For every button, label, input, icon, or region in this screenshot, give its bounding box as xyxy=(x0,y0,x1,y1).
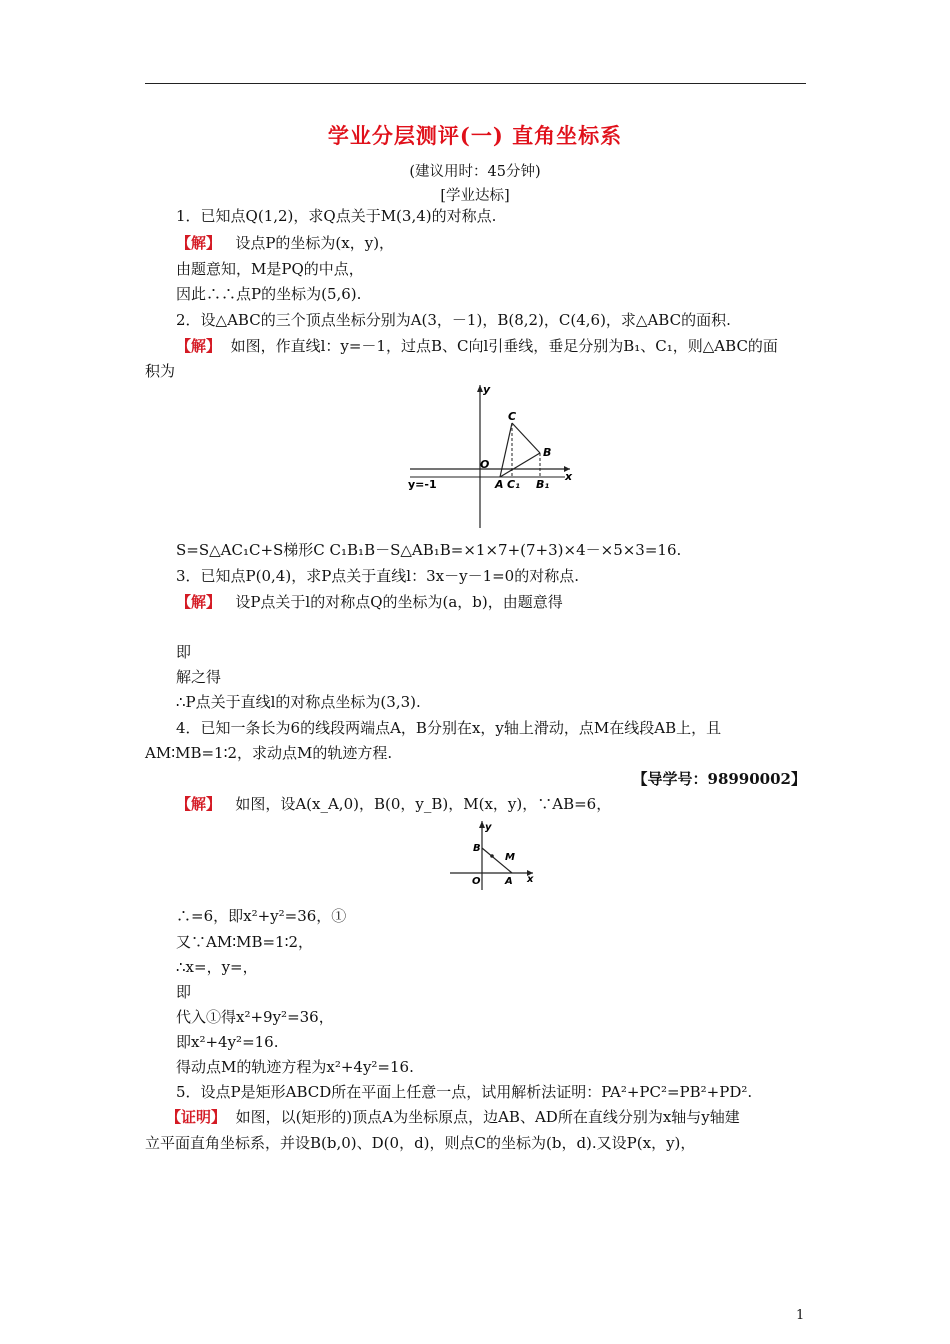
fig-point-a: A xyxy=(505,876,513,887)
fig-point-b1: B₁ xyxy=(536,478,550,491)
solution-tag: 【解】 xyxy=(176,234,222,252)
suggested-time: (建议用时：45分钟) xyxy=(409,164,541,180)
fig-point-a: A xyxy=(495,478,504,491)
q4-s4: ∴x=，y=， xyxy=(176,958,258,976)
q5-s1: 如图，以(矩形的)顶点A为坐标原点，边AB、AD所在直线分别为x轴与y轴建 xyxy=(235,1108,740,1126)
guide-number: 【导学号：98990002】 xyxy=(632,770,806,788)
q4-s8: 得动点M的轨迹方程为x²+4y²=16. xyxy=(176,1058,414,1076)
q1-stem: 1．已知点Q(1,2)，求Q点关于M(3,4)的对称点. xyxy=(176,207,497,225)
fig-x-label: x xyxy=(527,874,534,885)
fig-point-c1: C₁ xyxy=(507,478,520,491)
fig-y-label: y xyxy=(485,822,492,833)
q2-triangle-figure xyxy=(400,380,580,530)
q4-stem2: AM∶MB=1∶2，求动点M的轨迹方程. xyxy=(145,744,393,762)
fig-origin-label: O xyxy=(472,876,481,887)
q2-solution-line xyxy=(176,336,778,356)
fig-point-b: B xyxy=(543,446,552,459)
q5-stem: 5．设点P是矩形ABCD所在平面上任意一点，试用解析法证明：PA²+PC²=PB²+PD². xyxy=(176,1083,753,1101)
q2-s2: 积为 xyxy=(145,362,176,380)
q4-solution-line xyxy=(176,794,611,814)
section-label: [学业达标] xyxy=(440,188,510,204)
q3-stem: 3．已知点P(0,4)，求P点关于直线l：3x－y－1=0的对称点. xyxy=(176,567,579,585)
q5-proof-line xyxy=(166,1107,740,1127)
q4-s7: 即x²+4y²=16. xyxy=(176,1033,279,1051)
fig-y-label: y xyxy=(483,383,491,396)
proof-tag: 【证明】 xyxy=(166,1108,227,1126)
page-number: 1 xyxy=(796,1308,805,1323)
q2-s3: S=S△AC₁C+S梯形C C₁B₁B－S△AB₁B=×1×7+(7+3)×4－×5×3=16. xyxy=(176,541,682,559)
fig-x-label: x xyxy=(565,470,573,483)
fig-line-label: y=-1 xyxy=(408,478,437,491)
header-rule xyxy=(145,83,806,84)
page-title: 学业分层测评(一) 直角坐标系 xyxy=(327,123,623,148)
solution-tag: 【解】 xyxy=(176,337,222,355)
q1-s2: 由题意知，M是PQ的中点， xyxy=(176,260,364,278)
q4-s2: ∴=6，即x²+y²=36，① xyxy=(176,907,347,925)
q4-stem1: 4．已知一条长为6的线段两端点A，B分别在x，y轴上滑动，点M在线段AB上，且 xyxy=(176,719,722,737)
fig-point-b: B xyxy=(473,843,481,854)
q5-s2: 立平面直角坐标系，并设B(b,0)、D(0，d)，则点C的坐标为(b，d).又设P(x，y)， xyxy=(145,1134,696,1152)
q3-s2: 即 xyxy=(176,643,192,661)
fig-point-m: M xyxy=(505,852,515,863)
solution-tag: 【解】 xyxy=(176,593,222,611)
q4-s1: 如图，设A(x_A,0)，B(0，y_B)，M(x，y)，∵AB=6， xyxy=(235,795,612,813)
q4-segment-figure xyxy=(445,818,540,893)
q3-s3: 解之得 xyxy=(176,668,222,686)
q3-s4: ∴P点关于直线l的对称点坐标为(3,3). xyxy=(176,693,421,711)
q1-s1: 设点P的坐标为(x，y)， xyxy=(235,234,395,252)
q1-solution-line xyxy=(176,233,394,253)
q2-s1: 如图，作直线l：y=－1，过点B、C向l引垂线，垂足分别为B₁、C₁，则△ABC的面 xyxy=(230,337,778,355)
q2-stem: 2．设△ABC的三个顶点坐标分别为A(3，－1)，B(8,2)，C(4,6)，求△ABC的面积. xyxy=(176,311,731,329)
fig-origin-label: O xyxy=(480,458,490,471)
q4-s3: 又∵AM∶MB=1∶2， xyxy=(176,933,314,951)
q1-s3: 因此∴∴点P的坐标为(5,6). xyxy=(176,285,362,303)
solution-tag: 【解】 xyxy=(176,795,222,813)
q3-solution-line xyxy=(176,592,563,612)
q3-s1: 设P点关于l的对称点Q的坐标为(a，b)，由题意得 xyxy=(235,593,563,611)
q4-s6: 代入①得x²+9y²=36， xyxy=(176,1008,334,1026)
q4-s5: 即 xyxy=(176,983,192,1001)
fig-point-c: C xyxy=(508,410,517,423)
